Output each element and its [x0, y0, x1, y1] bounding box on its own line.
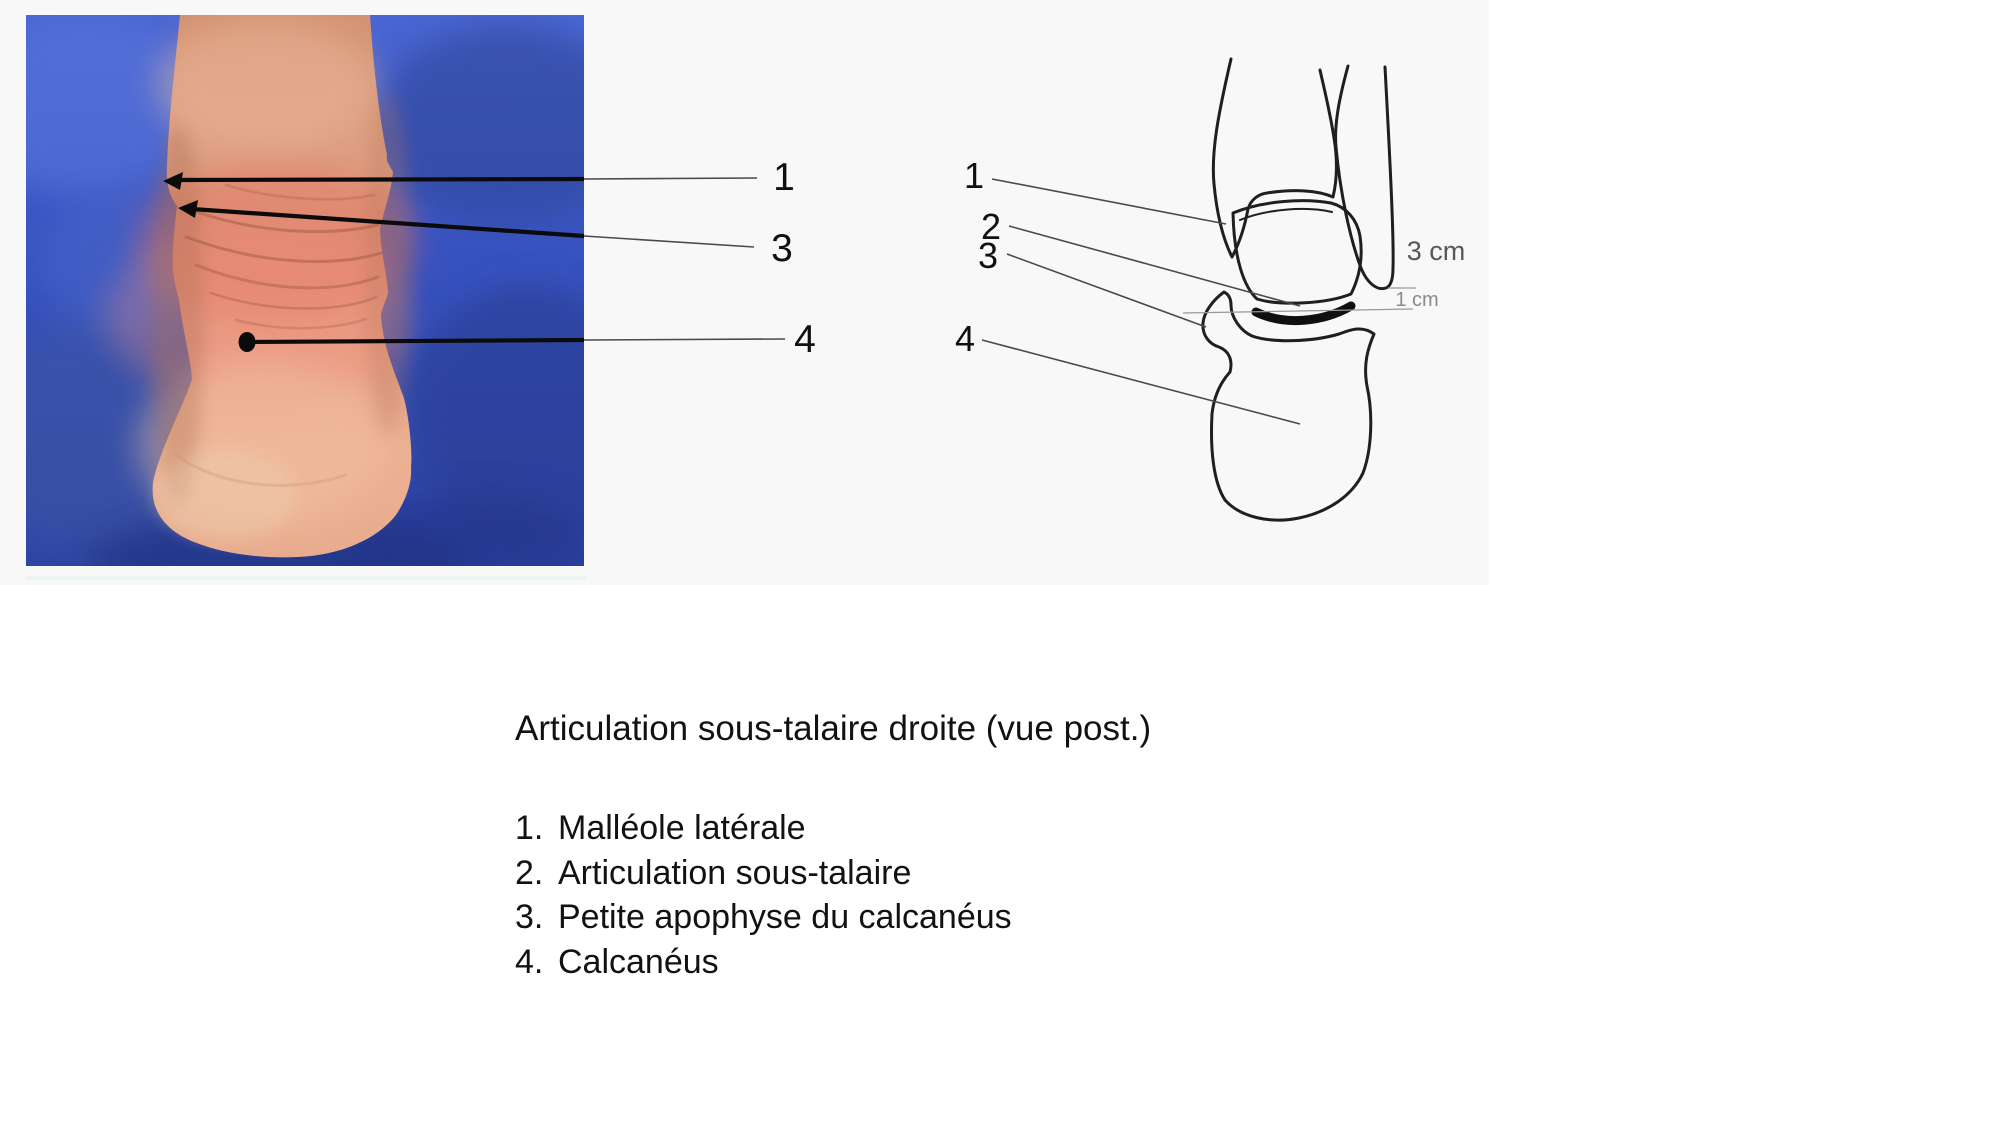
- leader-line-photo-1-thick: [176, 179, 584, 180]
- list-item: [515, 851, 1012, 896]
- leader-line-drawing-3: [1007, 254, 1206, 327]
- list-item: [515, 895, 1012, 940]
- list-item: [515, 940, 1012, 985]
- caption-title: Articulation sous-talaire droite (vue post.): [515, 709, 1152, 748]
- leader-line-photo-3-thin: [584, 236, 754, 247]
- item-number: 4.: [515, 942, 544, 981]
- photo-label-3: 3: [771, 227, 793, 270]
- talus-articular-line: [1240, 209, 1332, 220]
- photo-label-4: 4: [794, 318, 816, 361]
- item-label: Articulation sous-talaire: [558, 853, 912, 892]
- measure-1cm-label: 1 cm: [1395, 289, 1439, 311]
- drawing-label-1: 1: [963, 155, 985, 196]
- leader-line-drawing-1: [992, 179, 1226, 224]
- leader-line-photo-3-thick: [192, 209, 584, 236]
- list-item: [515, 806, 1012, 851]
- caption-list: [515, 806, 1012, 984]
- leader-line-drawing-2: [1009, 226, 1300, 306]
- photo-bottom-scan-artifact: [26, 576, 586, 580]
- item-number: 2.: [515, 853, 544, 892]
- drawing-label-2: 2: [980, 206, 1002, 247]
- scanned-figure-area: [0, 0, 1489, 585]
- measure-reference-line: [1183, 309, 1413, 313]
- drawing-label-4: 4: [954, 318, 976, 359]
- annotation-layer: [0, 0, 1489, 585]
- caption-block: [515, 709, 1152, 981]
- item-label: Malléole latérale: [558, 809, 806, 847]
- leader-line-photo-1-thin: [584, 178, 757, 179]
- bone-drawing: [1203, 59, 1393, 520]
- measure-3cm-label: 3 cm: [1406, 236, 1466, 266]
- fibula-outline: [1336, 66, 1394, 289]
- photo-leaders: [163, 172, 785, 352]
- item-number: 3.: [515, 898, 544, 936]
- drawing-label-3: 3: [977, 235, 999, 276]
- leader-line-drawing-4: [982, 340, 1300, 424]
- item-label: Calcanéus: [558, 942, 719, 981]
- calcaneus-outline: [1203, 292, 1374, 520]
- photo-label-1: 1: [773, 156, 795, 199]
- item-number: 1.: [515, 809, 544, 847]
- subtalar-joint-space: [1256, 306, 1351, 321]
- item-label: Petite apophyse du calcanéus: [558, 898, 1012, 936]
- tibia-outline: [1213, 59, 1336, 257]
- leader-line-photo-4-thin: [584, 339, 785, 340]
- leader-line-photo-4-thick: [247, 340, 584, 342]
